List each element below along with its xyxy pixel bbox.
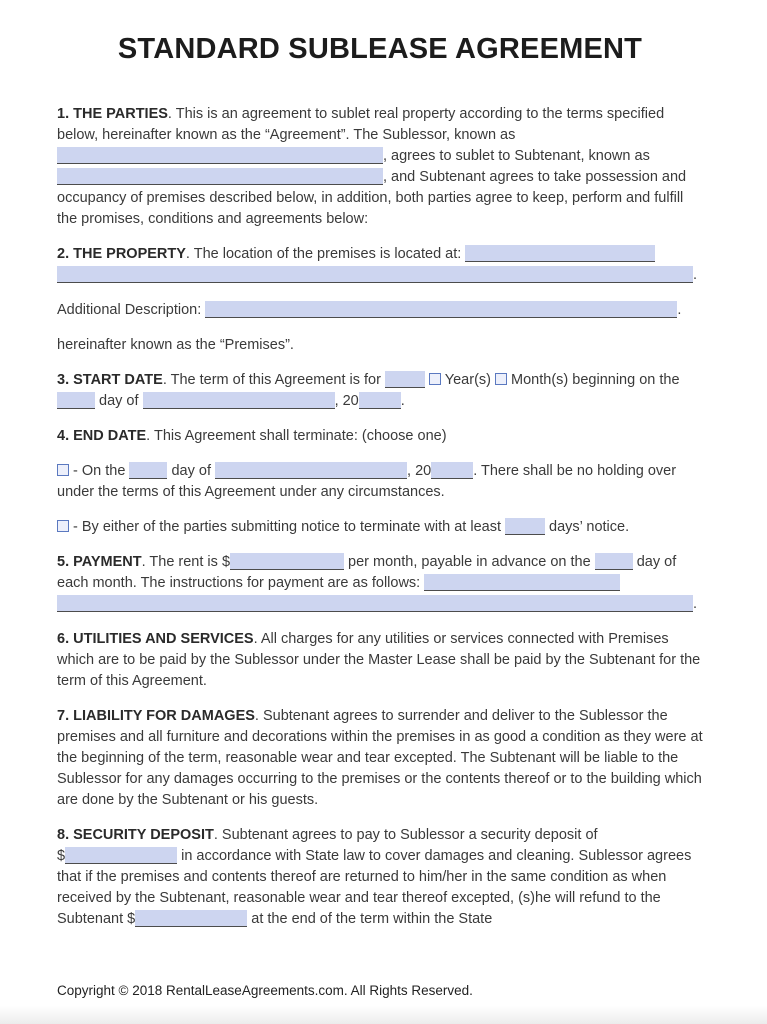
document-title: STANDARD SUBLEASE AGREEMENT <box>117 33 643 65</box>
rent-amount-field-group <box>222 554 344 570</box>
text-run: per month, payable in advance on the <box>344 554 595 570</box>
end-year-field[interactable] <box>431 462 473 479</box>
currency-symbol: $ <box>221 554 231 570</box>
text-run: . The location of the premises is located at: <box>185 246 466 262</box>
section-heading: 6. UTILITIES AND SERVICES <box>57 631 254 647</box>
section-5-payment <box>57 552 703 615</box>
text-run: . This Agreement shall terminate: (choose one) <box>146 428 447 444</box>
sublessor-name-field[interactable] <box>57 147 383 164</box>
fixed-end-date-checkbox[interactable] <box>57 464 69 476</box>
refund-amount-field[interactable] <box>135 910 247 927</box>
text-run: . All charges for any utilities or services connected with Premises which are to be paid by the Sublessor under the Master Lease shall be paid by the Subtenant for the term of this Agreement. <box>57 631 701 689</box>
section-heading: 3. START DATE <box>57 372 163 388</box>
text-run: - On the <box>69 463 130 479</box>
text-run: - By either of the parties submitting notice to terminate with at least <box>69 519 506 535</box>
text-run: . <box>693 596 698 612</box>
text-run: , and Subtenant agrees to take possession and occupancy of premises described below, in addition, both parties agree to keep, perform and fulfill the promises, conditions and agreements below: <box>57 169 687 227</box>
text-run: . Subtenant agrees to pay to Sublessor a security deposit of <box>213 827 598 843</box>
text-run: at the end of the term within the State <box>247 911 493 927</box>
subtenant-name-field[interactable] <box>57 168 383 185</box>
currency-symbol: $ <box>127 911 136 927</box>
end-day-field[interactable] <box>129 462 167 479</box>
text-run: . Subtenant agrees to surrender and deliver to the Sublessor the premises and all furniture and decorations within the premises in as good a condition as they were at the beginning of the term, reasonable wear and tear excepted. The Subtenant will be liable to the Sublessor for any damages occurring to the premises or the contents thereof or to the building which are done by the Subtenant or his guests. <box>57 708 703 808</box>
premises-definition-line <box>57 335 703 356</box>
section-heading: 8. SECURITY DEPOSIT <box>57 827 214 843</box>
currency-symbol: $ <box>57 848 66 864</box>
text-run: in accordance with State law to cover damages and cleaning. Sublessor agrees that if the premises and contents thereof are returned to him/her in the same condition as when received by the Subtenant, reasonable wear and tear thereof excepted, (s)he will refund to the Subtenant <box>57 848 692 927</box>
premises-address-field-2[interactable] <box>57 266 693 283</box>
notice-termination-checkbox[interactable] <box>57 520 69 532</box>
text-run: . The term of this Agreement is for <box>162 372 385 388</box>
section-heading: 4. END DATE <box>57 428 147 444</box>
text-run: day of <box>95 393 143 409</box>
text-run: . <box>400 393 405 409</box>
end-month-field[interactable] <box>215 462 407 479</box>
month-checkbox[interactable] <box>495 373 507 385</box>
start-year-field[interactable] <box>359 392 401 409</box>
notice-days-field[interactable] <box>505 518 545 535</box>
start-day-field[interactable] <box>57 392 95 409</box>
section-heading: 5. PAYMENT <box>57 554 142 570</box>
text-run: , agrees to sublet to Subtenant, known as <box>383 148 650 164</box>
section-1-the-parties <box>57 104 703 230</box>
text-run: , 20 <box>334 393 359 409</box>
text-run: day of each month. The instructions for payment are as follows: <box>57 554 677 591</box>
section-7-liability <box>57 706 703 811</box>
text-run: Additional Description: <box>57 302 206 318</box>
start-month-field[interactable] <box>143 392 335 409</box>
copyright-footer: Copyright © 2018 RentalLeaseAgreements.com. All Rights Reserved. <box>57 983 473 998</box>
section-heading: 2. THE PROPERTY <box>57 246 186 262</box>
end-date-option-notice <box>57 517 703 538</box>
refund-amount-field-group <box>127 911 247 927</box>
text-run: days’ notice. <box>545 519 630 535</box>
section-heading: 7. LIABILITY FOR DAMAGES <box>57 708 255 724</box>
year-checkbox[interactable] <box>429 373 441 385</box>
section-3-start-date <box>57 370 703 412</box>
text-run: . <box>677 302 682 318</box>
security-deposit-field-group <box>57 848 177 864</box>
premises-address-field[interactable] <box>465 245 655 262</box>
text-run: day of <box>167 463 216 479</box>
payment-instructions-field[interactable] <box>424 574 620 591</box>
text-run: Year(s) <box>441 372 496 388</box>
text-run: . There shall be no holding over under the terms of this Agreement under any circumstances. <box>57 463 677 500</box>
payment-instructions-field-2[interactable] <box>57 595 693 612</box>
term-length-field[interactable] <box>385 371 425 388</box>
text-run: . <box>693 267 698 283</box>
text-run: hereinafter known as the “Premises”. <box>57 337 294 353</box>
text-run: . The rent is <box>141 554 222 570</box>
security-deposit-field[interactable] <box>65 847 177 864</box>
section-8-security-deposit <box>57 825 703 930</box>
text-run: , 20 <box>407 463 432 479</box>
page-bottom-edge <box>0 1006 767 1024</box>
additional-description-line <box>57 300 703 321</box>
rent-due-day-field[interactable] <box>595 553 633 570</box>
section-6-utilities <box>57 629 703 692</box>
additional-description-field[interactable] <box>205 301 677 318</box>
section-2-the-property <box>57 244 703 286</box>
text-run: . This is an agreement to sublet real property according to the terms specified below, hereinafter known as the “Agreement”. The Sublessor, known as <box>57 106 665 143</box>
rent-amount-field[interactable] <box>230 553 344 570</box>
section-4-end-date <box>57 426 703 447</box>
end-date-option-fixed <box>57 461 703 503</box>
section-heading: 1. THE PARTIES <box>57 106 168 122</box>
text-run: Month(s) beginning on the <box>507 372 680 388</box>
